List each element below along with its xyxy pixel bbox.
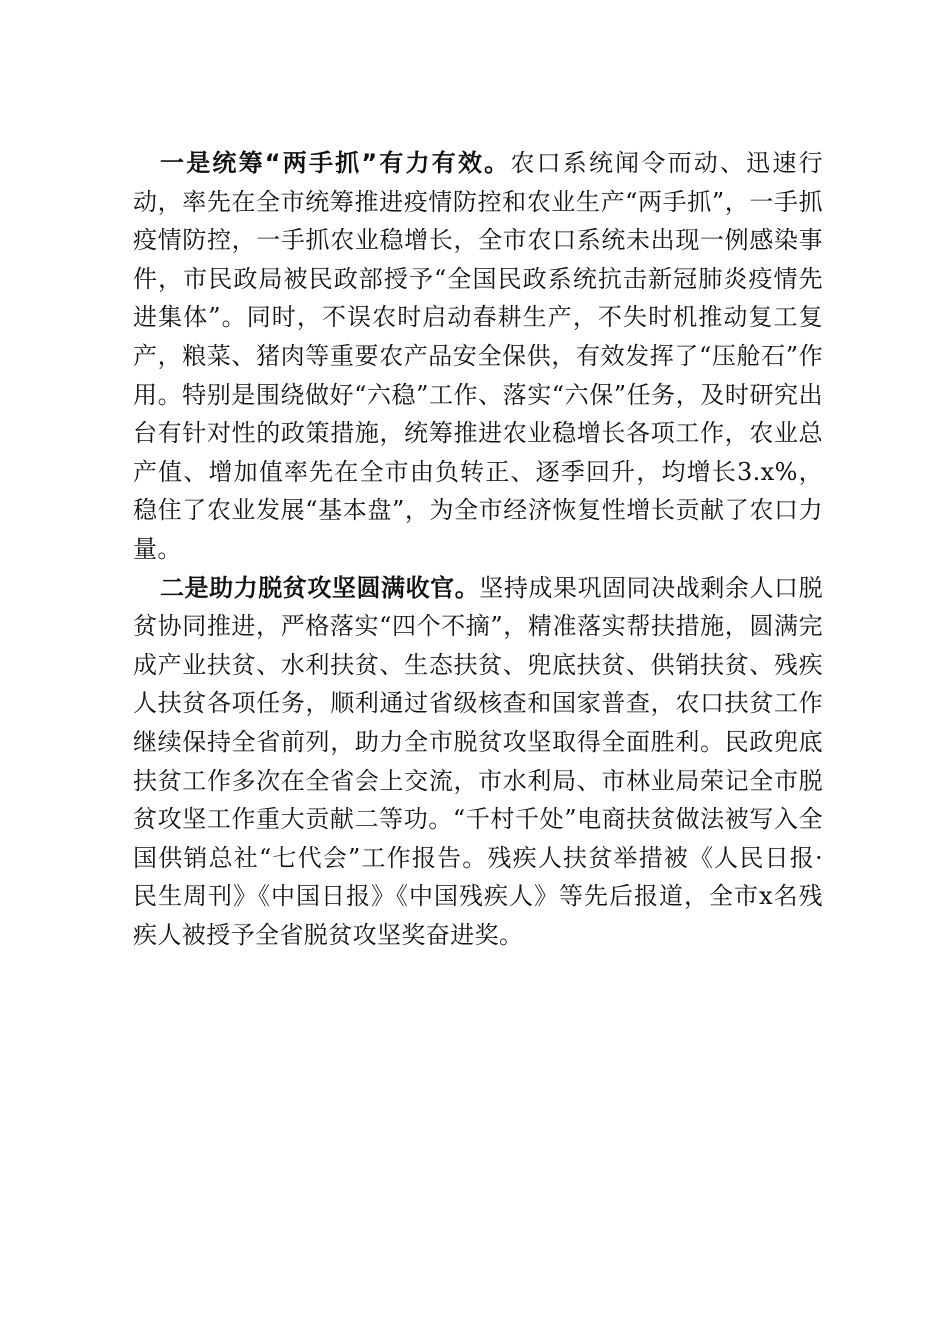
paragraph-heading: 一是统筹“两手抓”有力有效。 [160, 149, 511, 177]
paragraph-text: 农口系统闻令而动、迅速行动，率先在全市统筹推进疫情防控和农业生产“两手抓”，一手抓疫情防控，一手抓农业稳增长，全市农口系统未出现一例感染事件，市民政局被民政部授予“全国民政系统抗击新冠肺炎疫情先进集体”。同时，不误农时启动春耕生产，不失时机推动复工复产，粮菜、猪肉等重要农产品安全保供，有效发挥了“压舱石”作用。特别是围绕做好“六稳”工作、落实“六保”任务，及时研究出台有针对性的政策措施，统筹推进农业稳增长各项工作，农业总产值、增加值率先在全市由负转正、逐季回升，均增长3.x%，稳住了农业发展“基本盘”，为全市经济恢复性增长贡献了农口力量。 [133, 149, 823, 563]
document-body [133, 144, 823, 954]
paragraph-text: 坚持成果巩固同决战剩余人口脱贫协同推进，严格落实“四个不摘”，精准落实帮扶措施，圆满完成产业扶贫、水利扶贫、生态扶贫、兜底扶贫、供销扶贫、残疾人扶贫各项任务，顺利通过省级核查和国家普查，农口扶贫工作继续保持全省前列，助力全市脱贫攻坚取得全面胜利。民政兜底扶贫工作多次在全省会上交流，市水利局、市林业局荣记全市脱贫攻坚工作重大贡献二等功。“千村千处”电商扶贫做法被写入全国供销总社“七代会”工作报告。残疾人扶贫举措被《人民日报·民生周刊》《中国日报》《中国残疾人》等先后报道，全市x名残疾人被授予全省脱贫攻坚奖奋进奖。 [133, 573, 823, 949]
paragraph-epidemic-and-agriculture [133, 144, 823, 569]
paragraph-poverty-alleviation [133, 569, 823, 955]
paragraph-heading: 二是助力脱贫攻坚圆满收官。 [160, 573, 480, 602]
